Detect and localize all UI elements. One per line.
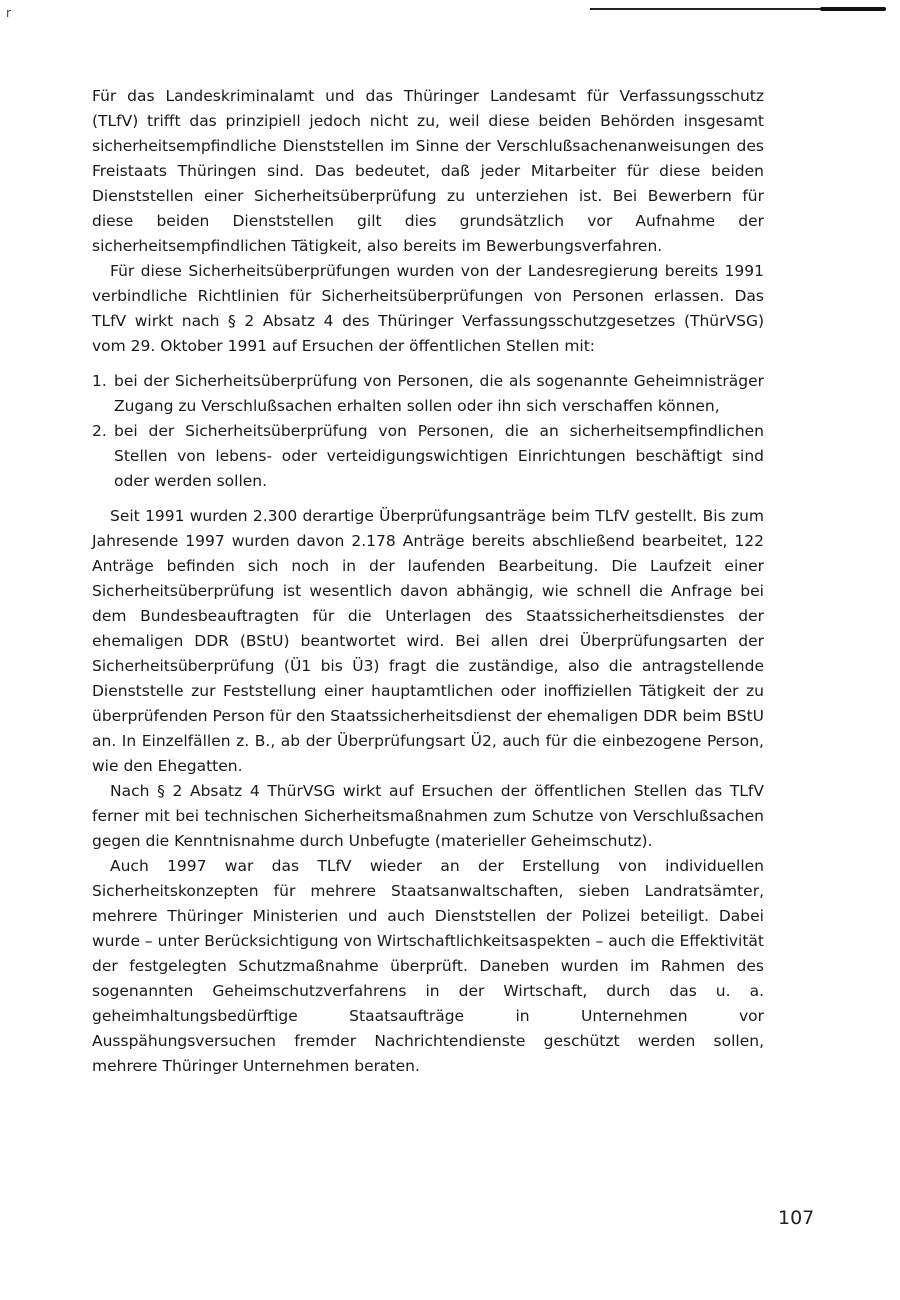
page-body <box>92 84 764 1079</box>
list-item-text: bei der Sicherheitsüberprüfung von Personen, die als sogenannte Geheimnisträger Zugang zu Verschlußsachen erhalten sollen oder ihn sich verschaffen können, <box>114 372 764 415</box>
paragraph-1: Für das Landeskriminalamt und das Thüringer Landesamt für Verfassungsschutz (TLfV) trifft das prinzipiell jedoch nicht zu, weil diese beiden Behörden insgesamt sicherheitsempfindliche Dienststellen im Sinne der Verschlußsachenanweisungen des Freistaats Thüringen sind. Das bedeutet, daß jeder Mitarbeiter für diese beiden Dienststellen einer Sicherheitsüberprüfung zu unterziehen ist. Bei Bewerbern für diese beiden Dienststellen gilt dies grundsätzlich vor Aufnahme der sicherheitsempfindlichen Tätigkeit, also bereits im Bewerbungsverfahren. <box>92 87 764 255</box>
paragraph-4: Nach § 2 Absatz 4 ThürVSG wirkt auf Ersuchen der öffentlichen Stellen das TLfV ferner mit bei technischen Sicherheitsmaßnahmen zum Schutze von Verschlußsachen gegen die Kenntnisnahme durch Unbefugte (materieller Geheimschutz). <box>92 782 764 850</box>
list-item-number: 2. <box>92 422 107 440</box>
paragraph-2: Für diese Sicherheitsüberprüfungen wurden von der Landesregierung bereits 1991 verbindliche Richtlinien für Sicherheitsüberprüfungen von Personen erlassen. Das TLfV wirkt nach § 2 Absatz 4 des Thüringer Verfassungsschutzgesetzes (ThürVSG) vom 29. Oktober 1991 auf Ersuchen der öffentlichen Stellen mit: <box>92 262 764 355</box>
corner-mark: r <box>6 6 11 20</box>
page-number: 107 <box>778 1207 815 1229</box>
paragraph-3: Seit 1991 wurden 2.300 derartige Überprüfungsanträge beim TLfV gestellt. Bis zum Jahresende 1997 wurden davon 2.178 Anträge bereits abschließend bearbeitet, 122 Anträge befinden sich noch in der laufenden Bearbeitung. Die Laufzeit einer Sicherheitsüberprüfung ist wesentlich davon abhängig, wie schnell die Anfrage bei dem Bundesbeauftragten für die Unterlagen des Staatssicherheitsdienstes der ehemaligen DDR (BStU) beantwortet wird. Bei allen drei Überprüfungsarten der Sicherheitsüberprüfung (Ü1 bis Ü3) fragt die zuständige, also die antragstellende Dienststelle zur Feststellung einer hauptamtlichen oder inoffiziellen Tätigkeit der zu überprüfenden Person für den Staatssicherheitsdienst der ehemaligen DDR beim BStU an. In Einzelfällen z. B., ab der Überprüfungsart Ü2, auch für die einbezogene Person, wie den Ehegatten. <box>92 507 764 775</box>
top-rule-accent <box>820 7 886 11</box>
list-item <box>92 369 764 419</box>
paragraph-5: Auch 1997 war das TLfV wieder an der Erstellung von individuellen Sicherheitskonzepten für mehrere Staatsanwaltschaften, sieben Landratsämter, mehrere Thüringer Ministerien und auch Dienststellen der Polizei beteiligt. Dabei wurde – unter Berücksichtigung von Wirtschaftlichkeitsaspekten – auch die Effektivität der festgelegten Schutzmaßnahme überprüft. Daneben wurden im Rahmen des sogenannten Geheimschutzverfahrens in der Wirtschaft, durch das u. a. geheimhaltungsbedürftige Staatsaufträge in Unternehmen vor Ausspähungsversuchen fremder Nachrichtendienste geschützt werden sollen, mehrere Thüringer Unternehmen beraten. <box>92 857 764 1075</box>
list-item-text: bei der Sicherheitsüberprüfung von Personen, die an sicherheitsempfindlichen Stellen von lebens- oder verteidigungswichtigen Einrichtungen beschäftigt sind oder werden sollen. <box>114 422 764 490</box>
list-item <box>92 419 764 494</box>
list-item-number: 1. <box>92 372 107 390</box>
numbered-list <box>92 369 764 494</box>
